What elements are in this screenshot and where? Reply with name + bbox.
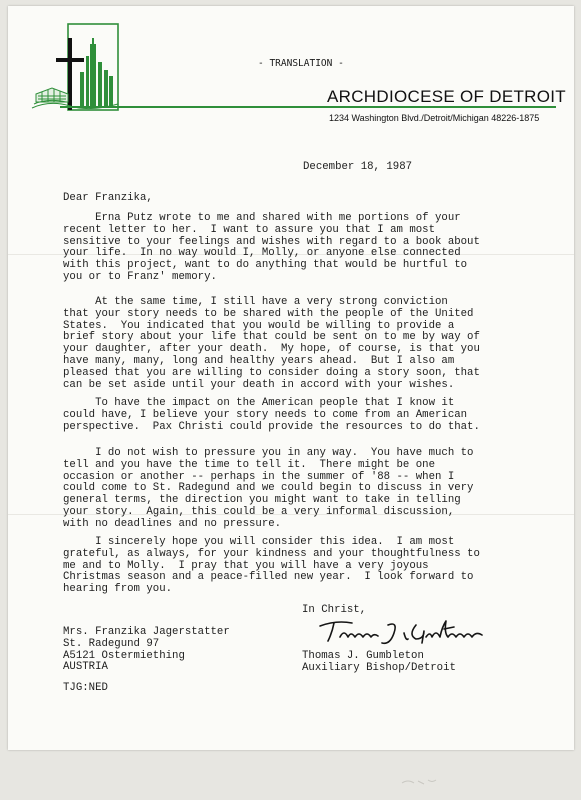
body-paragraph: At the same time, I still have a very strong conviction that your story needs to be shared with the people of the United States. You indicated that you would be willing to provide a brief story about your life that could be sent on to me by way of your daughter, after your death. My hope, of course, is that you have many, many, long and healthy years ahead. But I also am pleased that you are willing to consider doing a story soon, that can be set aside until your death in accord with your wishes. [63,296,480,391]
body-paragraph: Erna Putz wrote to me and shared with me portions of your recent letter to her. I want to assure you that I am most sensitive to your feelings and wishes with regard to a book about your life. In no way would I, Molly, or anyone else connected with this project, want to do anything that would be hurtful to you or to Franz' memory. [63,212,480,283]
letter-date: December 18, 1987 [303,161,413,173]
reference-initials: TJG:NED [63,682,108,694]
translation-label: - TRANSLATION - [258,58,344,69]
organization-name: ARCHDIOCESE OF DETROIT [327,87,566,106]
organization-address: 1234 Washington Blvd./Detroit/Michigan 48226-1875 [329,113,540,123]
signer-name: Thomas J. Gumbleton [302,650,424,662]
archdiocese-logo [30,22,120,114]
recipient-address: Mrs. Franzika Jagerstatter St. Radegund 97 A5121 Ostermiething AUSTRIA [63,626,230,674]
body-paragraph: I do not wish to pressure you in any way. You have much to tell and you have the time to tell it. There might be one occasion or another -- perhaps in the summer of '88 -- when I could come to St. Radegund and we could begin to discuss in very general terms, the direction you might want to take in telling your story. Again, this could be a very informal discussion, with no deadlines and no pressure. [63,447,474,530]
body-paragraph: To have the impact on the American people that I know it could have, I believe your story needs to come from an American perspective. Pax Christi could provide the resources to do that. [63,397,480,433]
salutation: Dear Franzika, [63,192,153,204]
closing: In Christ, [302,604,367,616]
handwritten-signature [318,617,488,647]
signer-title: Auxiliary Bishop/Detroit [302,661,456,674]
signer-block [302,651,456,675]
body-paragraph: I sincerely hope you will consider this idea. I am most grateful, as always, for your kindness and your thoughtfulness to me and to Molly. I pray that you will have a very joyous Christmas season and a peace-filled new year. I look forward to hearing from you. [63,536,480,596]
paper-mark [400,775,440,787]
